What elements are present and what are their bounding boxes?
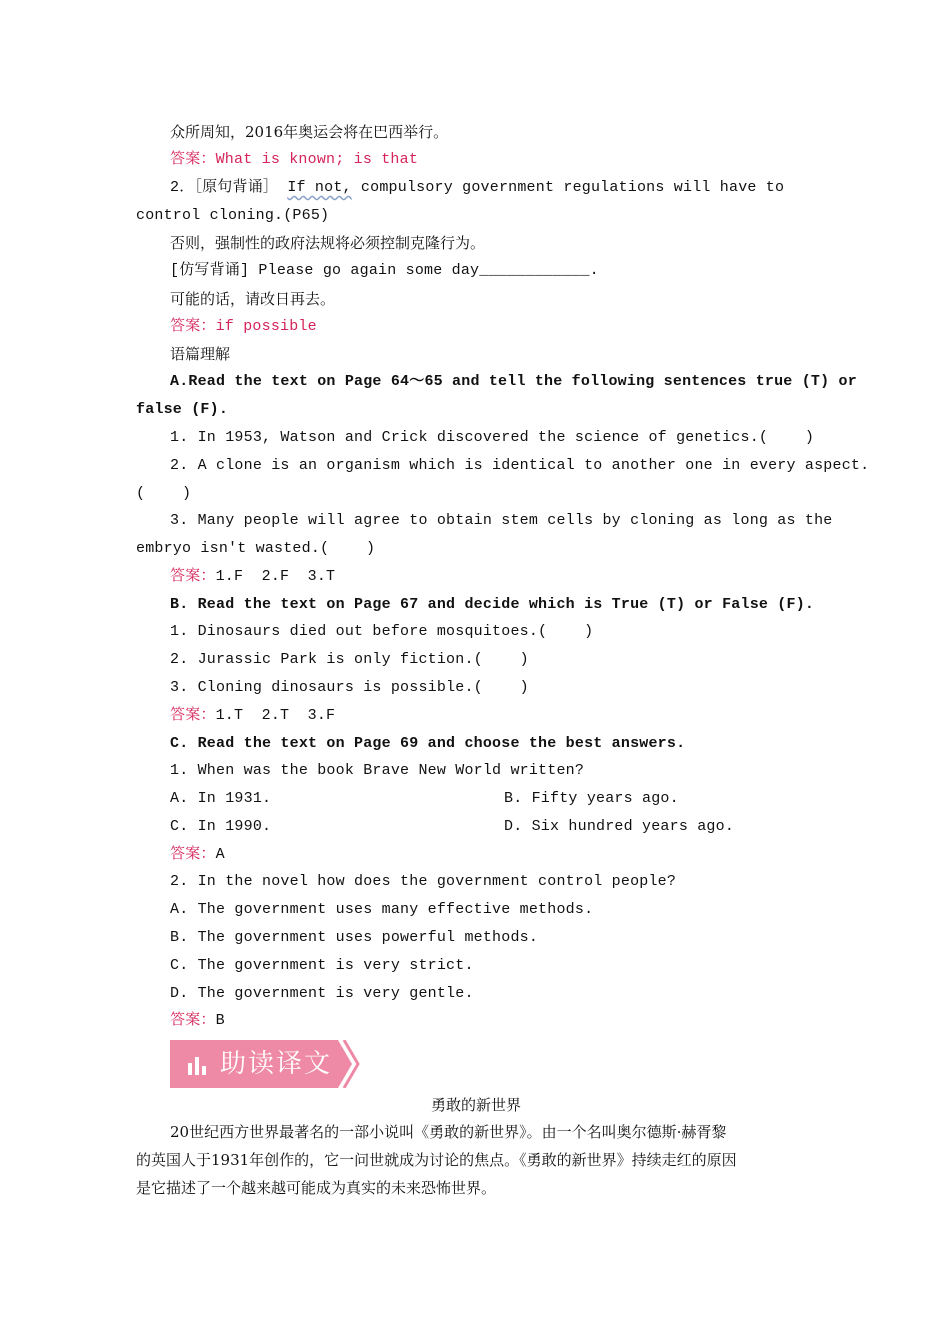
section-a-heading-cont: false (F). — [136, 401, 229, 418]
question-a3-cont: embryo isn't wasted.( ) — [136, 540, 376, 557]
question-c1: 1. When was the book Brave New World written? — [170, 762, 585, 779]
question-a3: 3. Many people will agree to obtain stem cells by cloning as long as the — [170, 512, 833, 529]
option-c2-c: C. The government is very strict. — [170, 957, 474, 974]
translation-line-2: 的英国人于1931年创作的，它一问世就成为讨论的焦点。《勇敢的新世界》持续走红的原因 — [136, 1151, 737, 1169]
answer-label: 答案： — [170, 318, 216, 335]
option-c2-d: D. The government is very gentle. — [170, 985, 474, 1002]
imitate-line — [170, 261, 850, 281]
option-c2-b: B. The government uses powerful methods. — [170, 929, 539, 946]
answer-line-2 — [170, 317, 850, 337]
sentence-cn-3: 可能的话，请改日再去。 — [170, 290, 336, 308]
banner-label: 助读译文 — [220, 1049, 333, 1079]
recite-rest: compulsory government regulations will have to — [351, 179, 785, 196]
wavy-phrase: If not, — [287, 179, 352, 196]
imitate-rest: Please go again some day____________. — [249, 262, 599, 279]
answer-text: A — [215, 846, 225, 863]
answer-text: B — [215, 1012, 225, 1029]
answer-label: 答案： — [170, 568, 216, 585]
answer-label: 答案： — [170, 151, 216, 168]
answer-text: 1.T 2.T 3.F — [215, 707, 336, 724]
answer-line-c2 — [170, 1011, 850, 1031]
answer-line-b — [170, 706, 850, 726]
answer-text: What is known; is that — [215, 151, 419, 168]
option-c1-d: D. Six hundred years ago. — [504, 818, 735, 835]
option-c2-a: A. The government uses many effective methods. — [170, 901, 594, 918]
question-b2: 2. Jurassic Park is only fiction.( ) — [170, 651, 529, 668]
question-b1: 1. Dinosaurs died out before mosquitoes.( ) — [170, 623, 594, 640]
question-a2: 2. A clone is an organism which is identical to another one in every aspect. — [170, 457, 870, 474]
section-c-heading: C. Read the text on Page 69 and choose the best answers. — [170, 735, 686, 752]
answer-line-c1 — [170, 845, 850, 865]
reading-aid-banner — [170, 1040, 360, 1088]
recite-line — [170, 178, 816, 198]
recite-line-cont: control cloning.(P65) — [136, 207, 330, 224]
translation-line-3: 是它描述了一个越来越可能成为真实的未来恐怖世界。 — [136, 1179, 497, 1197]
answer-line-1 — [170, 150, 850, 170]
answer-label: 答案： — [170, 707, 216, 724]
answer-label: 答案： — [170, 1012, 216, 1029]
translation-title: 勇敢的新世界 — [430, 1096, 521, 1114]
sentence-cn-2: 否则，强制性的政府法规将必须控制克隆行为。 — [170, 234, 486, 252]
item-number: 2． — [170, 179, 195, 196]
answer-label: 答案： — [170, 846, 216, 863]
option-c1-b: B. Fifty years ago. — [504, 790, 679, 807]
option-c1-c: C. In 1990. — [170, 818, 272, 835]
answer-text: 1.F 2.F 3.T — [215, 568, 336, 585]
question-a2-cont: ( ) — [136, 485, 192, 502]
imitate-tag: [仿写背诵] — [170, 262, 250, 279]
question-a1: 1. In 1953, Watson and Crick discovered the science of genetics.( ) — [170, 429, 815, 446]
option-c1-a: A. In 1931. — [170, 790, 272, 807]
section-heading: 语篇理解 — [170, 345, 231, 363]
bar-chart-icon — [186, 1053, 210, 1077]
question-c2: 2. In the novel how does the government control people? — [170, 873, 677, 890]
answer-line-a — [170, 567, 850, 587]
section-b-heading: B. Read the text on Page 67 and decide which is True (T) or False (F). — [170, 596, 815, 613]
section-a-heading: A.Read the text on Page 64～65 and tell the following sentences true (T) or — [170, 373, 857, 390]
question-b3: 3. Cloning dinosaurs is possible.( ) — [170, 679, 529, 696]
answer-text: if possible — [215, 318, 317, 335]
translation-line-1: 20世纪西方世界最著名的一部小说叫《勇敢的新世界》。由一个名叫奥尔德斯·赫胥黎 — [170, 1123, 727, 1141]
recite-tag: ［原句背诵］ — [194, 179, 279, 196]
sentence-cn-1: 众所周知，2016年奥运会将在巴西举行。 — [170, 123, 449, 141]
